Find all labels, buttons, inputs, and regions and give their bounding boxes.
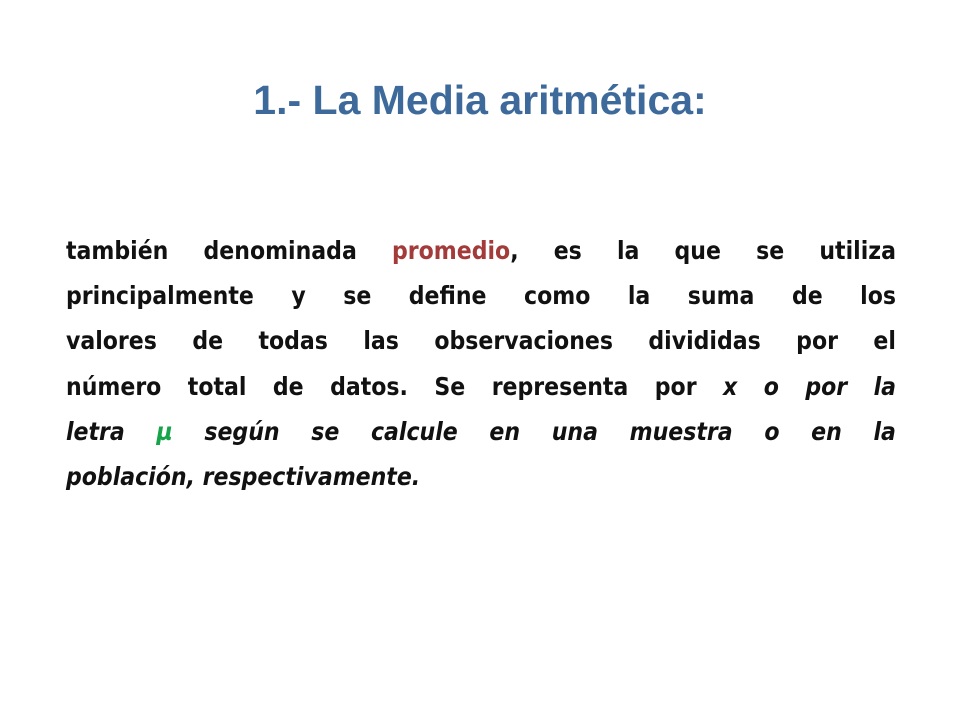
word: letra	[66, 416, 125, 446]
word: datos.	[330, 371, 408, 401]
word: total	[187, 371, 247, 401]
word: se	[311, 416, 340, 446]
word: la	[873, 416, 896, 446]
word: en	[811, 416, 842, 446]
body-line-6	[66, 454, 896, 499]
word: también	[66, 236, 169, 265]
word: suma	[687, 281, 755, 311]
word: las	[363, 326, 399, 356]
word: o	[763, 371, 779, 401]
word: denominada	[203, 236, 357, 265]
word: como	[524, 281, 591, 311]
word: que	[674, 236, 721, 265]
word: de	[192, 326, 224, 356]
word: representa	[491, 371, 629, 401]
slide-body	[66, 228, 896, 499]
word: de	[791, 281, 823, 311]
word: los	[860, 281, 896, 311]
word: se	[343, 281, 372, 311]
word: observaciones	[434, 326, 613, 356]
word: principalmente	[66, 281, 254, 311]
body-line-5	[66, 409, 896, 454]
word: la	[873, 371, 896, 401]
word: por	[796, 326, 838, 356]
highlighted-term	[392, 228, 519, 273]
word: la	[616, 236, 640, 265]
word: valores	[66, 326, 157, 356]
word: Se	[434, 371, 466, 401]
word: o	[764, 416, 780, 446]
comma: ,	[510, 236, 519, 265]
word: por	[654, 371, 697, 401]
word: una	[551, 416, 598, 446]
word: población, respectivamente.	[66, 462, 421, 492]
word: calcule	[370, 416, 458, 446]
word: se	[756, 236, 785, 265]
body-line-3	[66, 318, 896, 363]
word: divididas	[648, 326, 761, 356]
word: x	[723, 371, 738, 401]
slide-title: 1.- La Media aritmética:	[253, 77, 707, 123]
body-line-1	[66, 228, 896, 273]
word: por	[805, 371, 848, 401]
word: según	[204, 416, 280, 446]
word: número	[66, 371, 162, 401]
word: de	[272, 371, 304, 401]
word: la	[627, 281, 651, 311]
mu-symbol: µ	[156, 416, 173, 446]
promedio-word: promedio	[391, 236, 511, 265]
word: el	[873, 326, 896, 356]
word: y	[291, 281, 306, 311]
word: todas	[258, 326, 328, 356]
body-line-2	[66, 273, 896, 318]
word: define	[408, 281, 487, 311]
word: en	[489, 416, 521, 446]
word: utiliza	[819, 236, 896, 265]
word: muestra	[629, 416, 733, 446]
word: es	[553, 236, 582, 265]
body-line-4	[66, 364, 896, 409]
